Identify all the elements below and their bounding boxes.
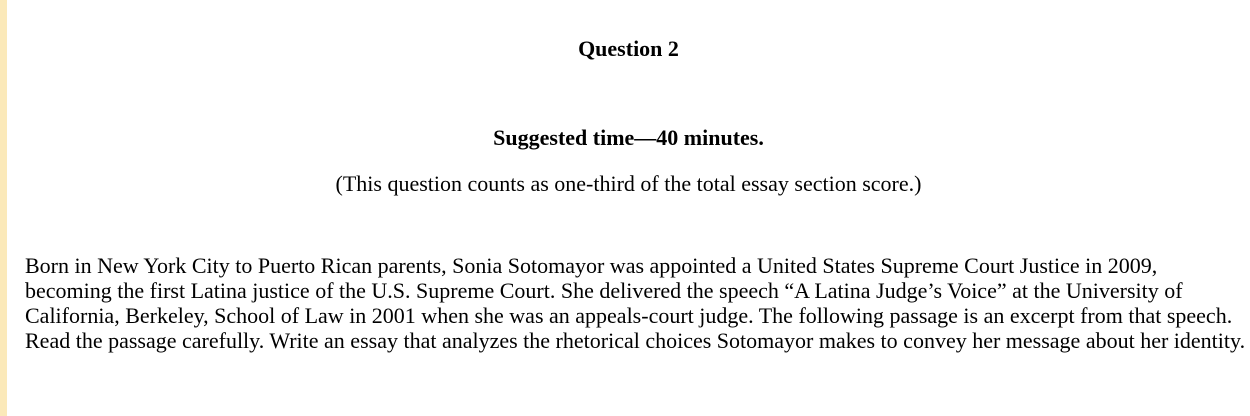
- suggested-time: Suggested time—40 minutes.: [493, 125, 764, 150]
- question-title: Question 2: [578, 36, 679, 61]
- left-accent-bar: [0, 0, 7, 416]
- document-page: [7, 0, 1250, 416]
- intro-paragraph: Born in New York City to Puerto Rican parents, Sonia Sotomayor was appointed a United States Supreme Court Justice in 2009, becoming the first Latina justice of the U.S. Supreme Court. She delivered the speech “A Latina Judge’s Voice” at the University of California, Berkeley, School of Law in 2001 when she was an appeals-court judge. The following passage is an excerpt from that speech. Read the passage carefully. Write an essay that analyzes the rhetorical choices Sotomayor makes to convey her message about her identity.: [25, 253, 1246, 353]
- score-note: (This question counts as one-third of the total essay section score.): [335, 171, 922, 196]
